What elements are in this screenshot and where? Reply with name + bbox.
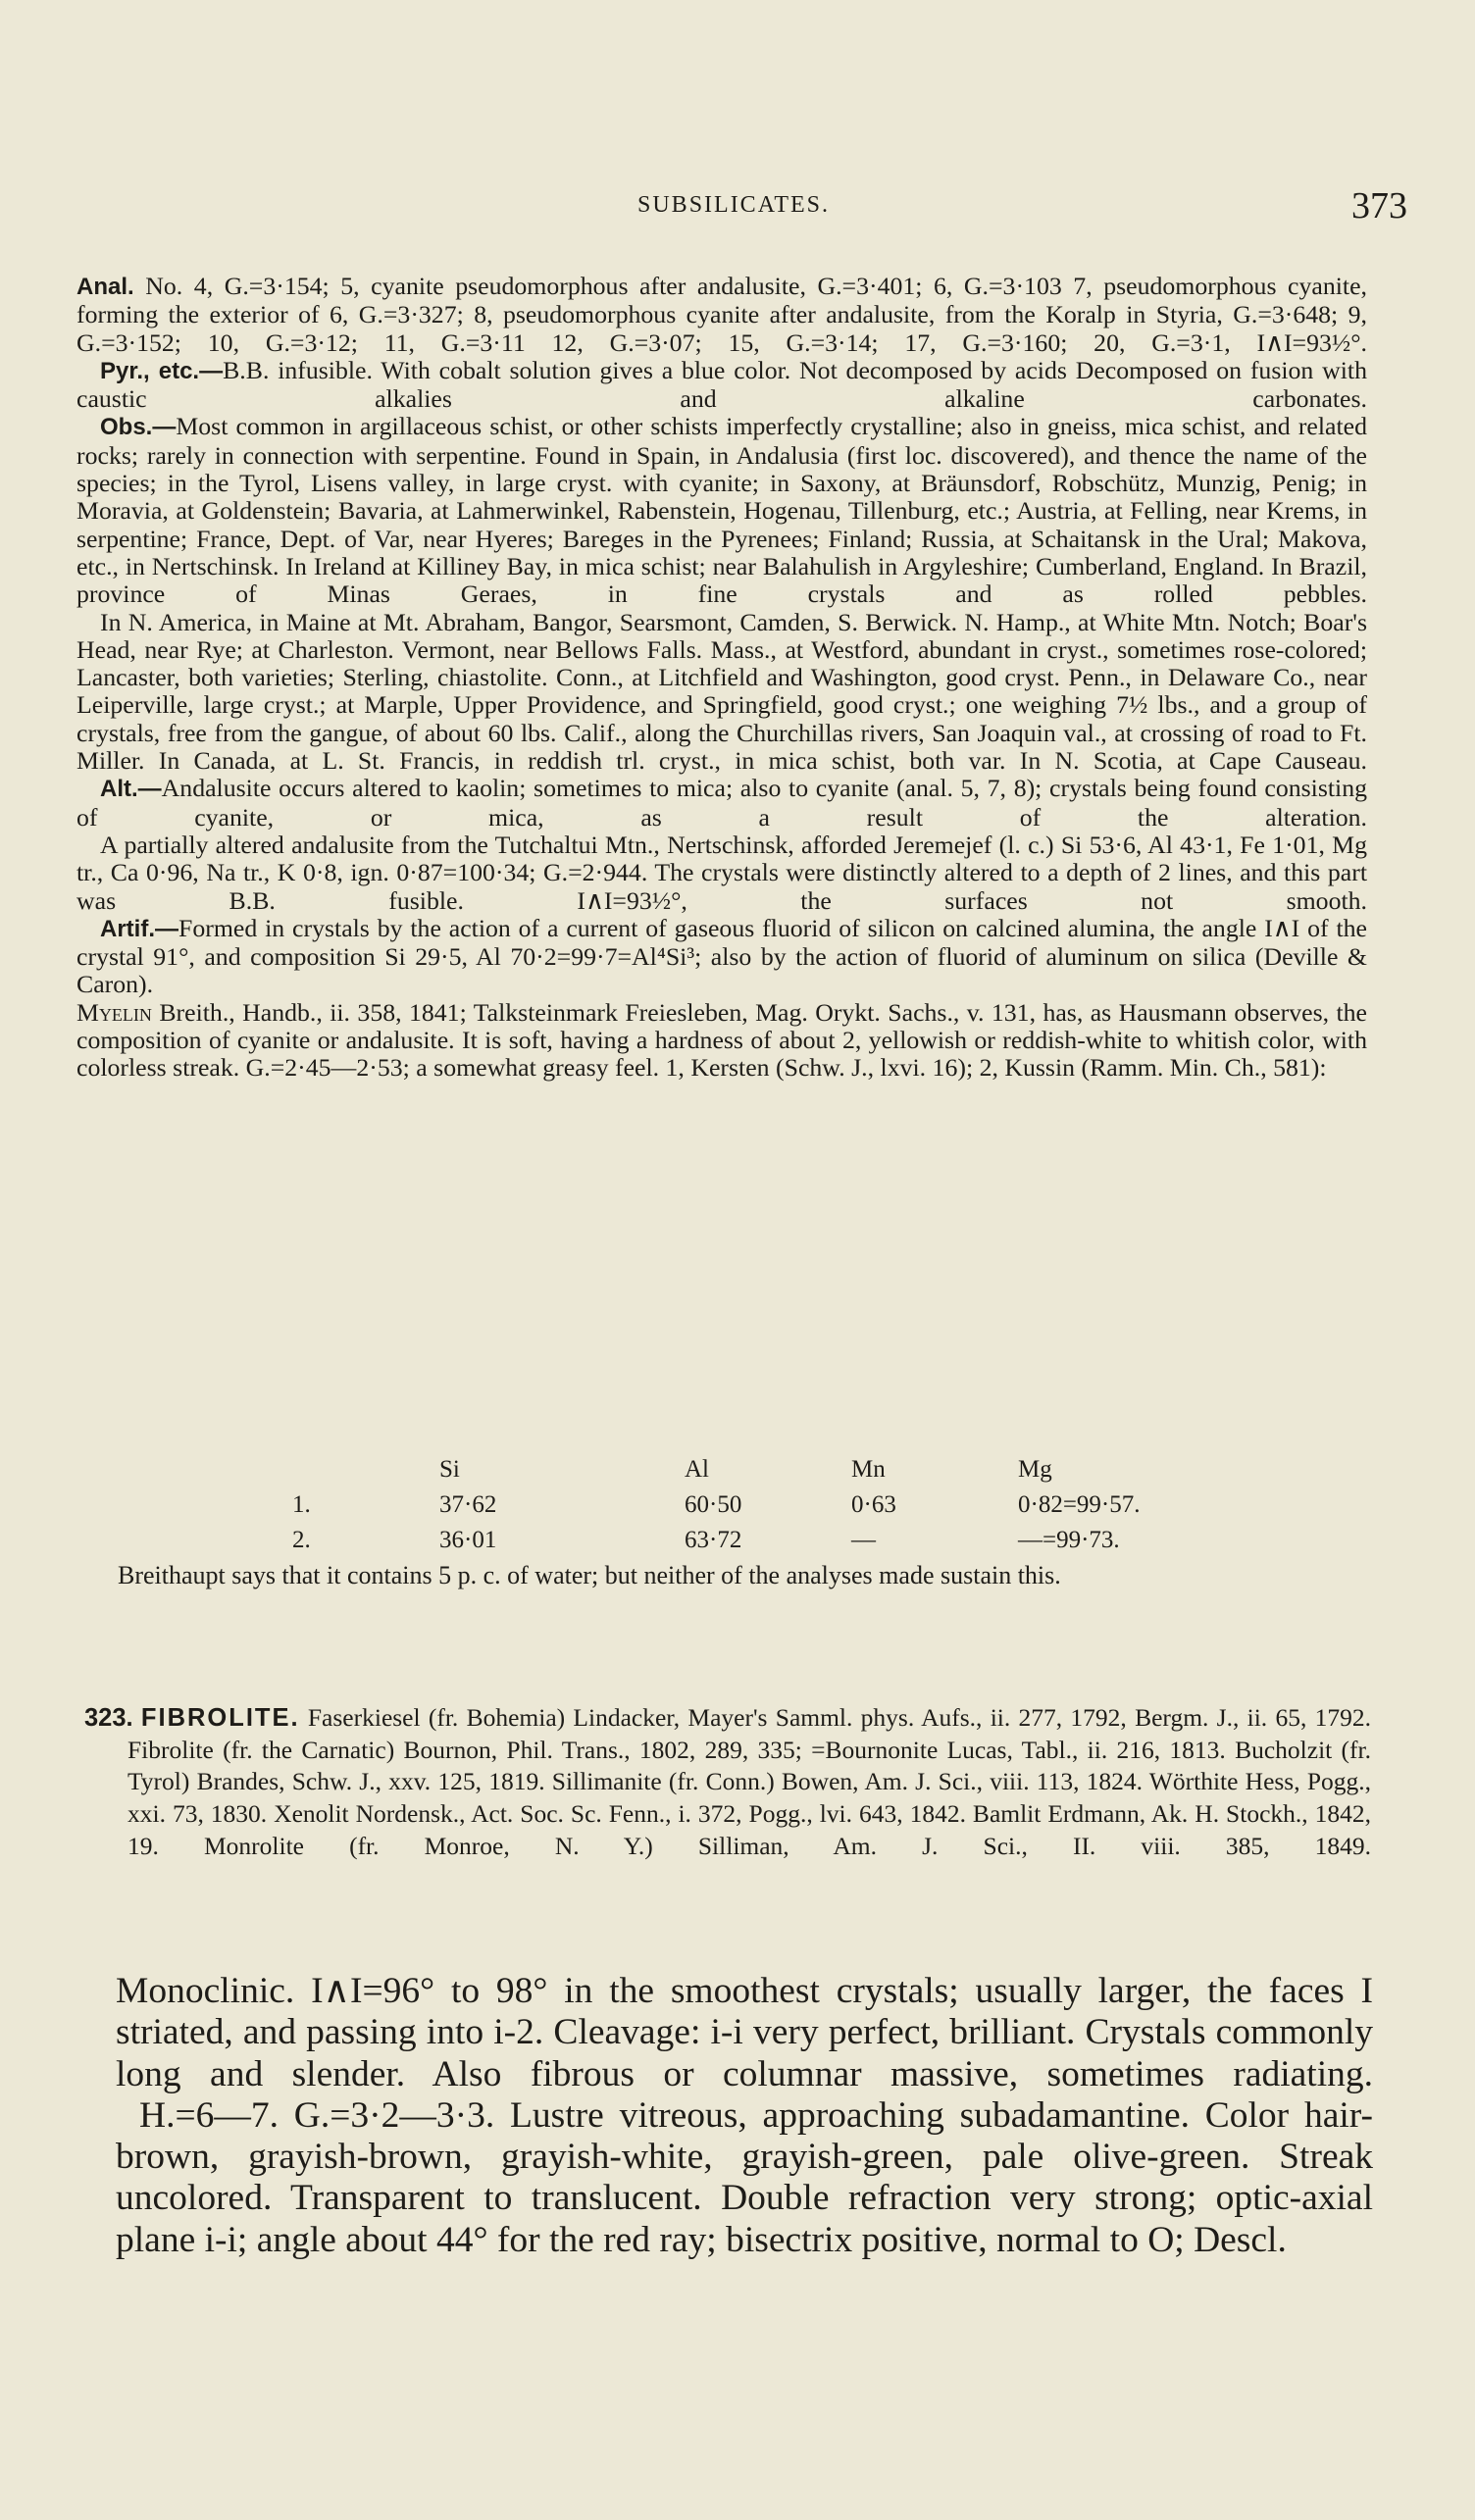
pyrognostics-paragraph (76, 357, 1367, 414)
table-cell: 37·62 (439, 1491, 497, 1518)
synonymy-text: Faserkiesel (fr. Bohemia) Lindacker, Mayer's Samml. phys. Aufs., ii. 277, 1792, Bergm. J., ii. 65, 1792. Fibrolite (fr. the Carnatic) Bournon, Phil. Trans., 1802, 289, 335; =Bournonite Lucas, Tabl., ii. 216, 1813. Bucholzit (fr. Tyrol) Brandes, Schw. J., xxv. 125, 1819. Sillimanite (fr. Conn.) Bowen, Am. J. Sci., viii. 113, 1824. Wörthite Hess, Pogg., xxi. 73, 1830. Xenolit Nordensk., Act. Soc. Sc. Fenn., i. 372, Pogg., lvi. 643, 1842. Bamlit Erdmann, Ak. H. Stockh., 1842, 19. Monrolite (fr. Monroe, N. Y.) Silliman, Am. J. Sci., II. viii. 385, 1849. (127, 1703, 1371, 1860)
fibrolite-entry (84, 1702, 1371, 1863)
table-cell: 0·82=99·57. (1018, 1491, 1141, 1518)
table-row (265, 1527, 1246, 1562)
table-cell: 0·63 (851, 1491, 896, 1518)
table-header-row (265, 1456, 1246, 1491)
alteration-lead: Alt.— (100, 776, 162, 803)
analysis-paragraph (76, 273, 1367, 357)
analysis-lead: Anal. (76, 274, 134, 300)
species-name: FIBROLITE. (140, 1704, 300, 1732)
table-cell: 2. (292, 1527, 311, 1553)
species-number: 323. (84, 1704, 133, 1732)
artificial-lead: Artif.— (100, 915, 178, 942)
table-cell: 63·72 (685, 1527, 742, 1553)
andalusite-notes (76, 273, 1367, 1083)
myelin-lead: Myelin (76, 997, 152, 1027)
table-header-cell: Mg (1018, 1456, 1052, 1483)
observations-paragraph (76, 413, 1367, 608)
table-cell: 60·50 (685, 1491, 742, 1518)
observations-lead: Obs.— (100, 414, 177, 441)
running-title: SUBSILICATES. (637, 192, 831, 218)
table-cell: — (851, 1527, 876, 1553)
page-header (0, 185, 1475, 231)
table-cell: —=99·73. (1018, 1527, 1120, 1553)
table-header-cell: Mn (851, 1456, 886, 1483)
breithaupt-note: Breithaupt says that it contains 5 p. c. of water; but neither of the analyses made sustain this. (118, 1561, 1061, 1589)
crystallography-paragraph: Monoclinic. I∧I=96° to 98° in the smoothest crystals; usually larger, the faces I striated, and passing into i-2. Cleavage: i-i very perfect, brilliant. Crystals commonly long and slender. Also fibrous or columnar massive, sometimes radiating. (116, 1971, 1373, 2094)
partial-alteration-paragraph: A partially altered andalusite from the Tutchaltui Mtn., Nertschinsk, afforded Jeremejef (l. c.) Si 53·6, Al 43·1, Fe 1·01, Mg tr., Ca 0·96, Na tr., K 0·8, ign. 0·87=100·34; G.=2·944. The crystals were distinctly altered to a depth of 2 lines, and this part was B.B. fusible. I∧I=93½°, the surfaces not smooth. (76, 830, 1367, 915)
table-header-cell: Al (685, 1456, 709, 1483)
fibrolite-description (116, 1971, 1373, 2261)
table-row (265, 1491, 1246, 1527)
physical-properties-paragraph: H.=6—7. G.=3·2—3·3. Lustre vitreous, approaching subadamantine. Color hair-brown, grayish-brown, grayish-white, grayish-green, pale olive-green. Streak uncolored. Transparent to translucent. Double refraction very strong; optic-axial plane i-i; angle about 44° for the red ray; bisectrix positive, normal to O; Descl. (116, 2094, 1373, 2260)
alteration-text: Andalusite occurs altered to kaolin; sometimes to mica; also to cyanite (anal. 5, 7, 8); crystals being found consisting of cyanite, or mica, as a result of the alteration. (76, 774, 1367, 832)
alteration-paragraph (76, 775, 1367, 832)
myelin-text: Breith., Handb., ii. 358, 1841; Talksteinmark Freiesleben, Mag. Orykt. Sachs., v. 131, has, as Hausmann observes, the composition of cyanite or andalusite. It is soft, having a hardness of about 2, yellowish or reddish-white to whitish color, with colorless streak. G.=2·45—2·53; a somewhat greasy feel. 1, Kersten (Schw. J., lxvi. 16); 2, Kussin (Ramm. Min. Ch., 581): (76, 997, 1367, 1083)
myelin-paragraph (76, 999, 1367, 1083)
table-header-cell: Si (439, 1456, 460, 1483)
artificial-text: Formed in crystals by the action of a current of gaseous fluorid of silicon on calcined alumina, the angle I∧I of the crystal 91°, and composition Si 29·5, Al 70·2=99·7=Al⁴Si³; also by the action of fluorid of aluminum on silica (Deville & Caron). (76, 913, 1367, 999)
table-cell: 36·01 (439, 1527, 497, 1553)
pyrognostics-text: B.B. infusible. With cobalt solution gives a blue color. Not decomposed by acids Decomposed on fusion with caustic alkalies and alkaline carbonates. (76, 355, 1367, 414)
table-cell: 1. (292, 1491, 311, 1518)
observations-text: Most common in argillaceous schist, or other schists imperfectly crystalline; also in gneiss, mica schist, and related rocks; rarely in connection with serpentine. Found in Spain, in Andalusia (first loc. discovered), and thence the name of the species; in the Tyrol, Lisens valley, in large cryst. with cyanite; in Saxony, at Bräunsdorf, Robschütz, Munzig, Penig; in Moravia, at Goldenstein; Bavaria, at Lahmerwinkel, Rabenstein, Hogenau, Tillenburg, etc.; Austria, at Felling, near Krems, in serpentine; France, Dept. of Var, near Hyeres; Bareges in the Pyrenees; Finland; Russia, at Schaitansk in the Ural; Makova, etc., in Nertschinsk. In Ireland at Killiney Bay, in mica schist; near Balahulish in Argyleshire; Cumberland, England. In Brazil, province of Minas Geraes, in fine crystals and as rolled pebbles. (76, 412, 1367, 609)
artificial-paragraph (76, 915, 1367, 999)
america-paragraph: In N. America, in Maine at Mt. Abraham, Bangor, Searsmont, Camden, S. Berwick. N. Hamp., at White Mtn. Notch; Boar's Head, near Rye; at Charleston. Vermont, near Bellows Falls. Mass., at Westford, abundant in cryst., sometimes rose-colored; Lancaster, both varieties; Sterling, chiastolite. Conn., at Litchfield and Washington, good cryst. Penn., in Delaware Co., near Leiperville, large cryst.; at Marple, Upper Providence, and Springfield, good cryst.; one weighing 7½ lbs., and a group of crystals, free from the gangue, of about 60 lbs. Calif., along the Churchillas rivers, San Joaquin val., at crossing of road to Ft. Miller. In Canada, at L. St. Francis, in reddish trl. cryst., in mica schist, both var. In N. Scotia, at Cape Causeau. (76, 607, 1367, 776)
fibrolite-synonymy (84, 1702, 1371, 1863)
analysis-text: No. 4, G.=3·154; 5, cyanite pseudomorphous after andalusite, G.=3·401; 6, G.=3·103 7, pseudomorphous cyanite, forming the exterior of 6, G.=3·327; 8, pseudomorphous cyanite after andalusite, from the Koralp in Styria, G.=3·648; 9, G.=3·152; 10, G.=3·12; 11, G.=3·11 12, G.=3·07; 15, G.=3·14; 17, G.=3·160; 20, G.=3·1, I∧I=93½°. (76, 272, 1367, 357)
analysis-table (265, 1456, 1246, 1562)
page-number: 373 (1351, 185, 1407, 227)
pyrognostics-lead: Pyr., etc.— (100, 357, 224, 384)
